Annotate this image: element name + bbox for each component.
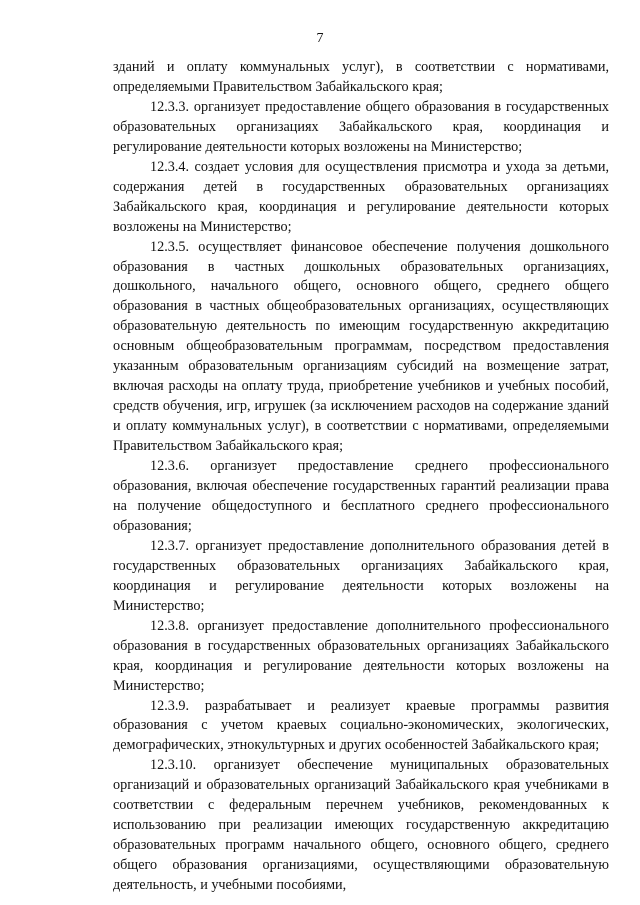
paragraph-continuation: зданий и оплату коммунальных услуг), в соответствии с нормативами, определяемыми Правительством Забайкальского края;: [113, 59, 609, 95]
paragraph-12-3-7: 12.3.7. организует предоставление дополнительного образования детей в государственных образовательных организациях Забайкальского края, координация и регулирование деятельности которых возложены на Министерство;: [113, 537, 609, 614]
paragraph-12-3-10: 12.3.10. организует обеспечение муниципальных образовательных организаций и образовательных организаций Забайкальского края учебниками в соответствии с федеральным перечнем учебников, рекомендованных к использованию при реализации имеющих государственную аккредитацию образовательных программ начального общего, основного общего, среднего общего образования организациями, осуществляющими образовательную деятельность, и учебными пособиями,: [113, 757, 609, 894]
paragraph-12-3-4: 12.3.4. создает условия для осуществления присмотра и ухода за детьми, содержания детей в государственных образовательных организациях Забайкальского края, координация и регулирование деятельности которых возложены на Министерство;: [113, 158, 609, 235]
paragraph-12-3-3: 12.3.3. организует предоставление общего образования в государственных образовательных организациях Забайкальского края, координация и регулирование деятельности которых возложены на Министерство;: [113, 98, 609, 155]
page-number: 7: [316, 31, 324, 46]
paragraph-12-3-6: 12.3.6. организует предоставление среднего профессионального образования, включая обеспечение государственных гарантий реализации права на получение общедоступного и бесплатного среднего профессионального образования;: [113, 458, 609, 534]
document-body: [113, 58, 609, 896]
paragraph-12-3-9: 12.3.9. разрабатывает и реализует краевые программы развития образования с учетом краевых социально-экономических, экологических, демографических, этнокультурных и других особенностей Забайкальского края;: [113, 697, 609, 754]
paragraph-12-3-8: 12.3.8. организует предоставление дополнительного профессионального образования в государственных образовательных организациях Забайкальского края, координация и регулирование деятельности которых возложены на Министерство;: [113, 617, 609, 694]
paragraph-12-3-5: 12.3.5. осуществляет финансовое обеспечение получения дошкольного образования в частных дошкольных образовательных организациях, дошкольного, начального общего, основного общего, среднего общего образования в частных общеобразовательных организациях, осуществляющих образовательную деятельность по имеющим государственную аккредитацию основным общеобразовательным программам, посредством предоставления указанным образовательным организациям субсидий на возмещение затрат, включая расходы на оплату труда, приобретение учебников и учебных пособий, средств обучения, игр, игрушек (за исключением расходов на содержание зданий и оплату коммунальных услуг), в соответствии с нормативами, определяемыми Правительством Забайкальского края;: [113, 238, 609, 455]
